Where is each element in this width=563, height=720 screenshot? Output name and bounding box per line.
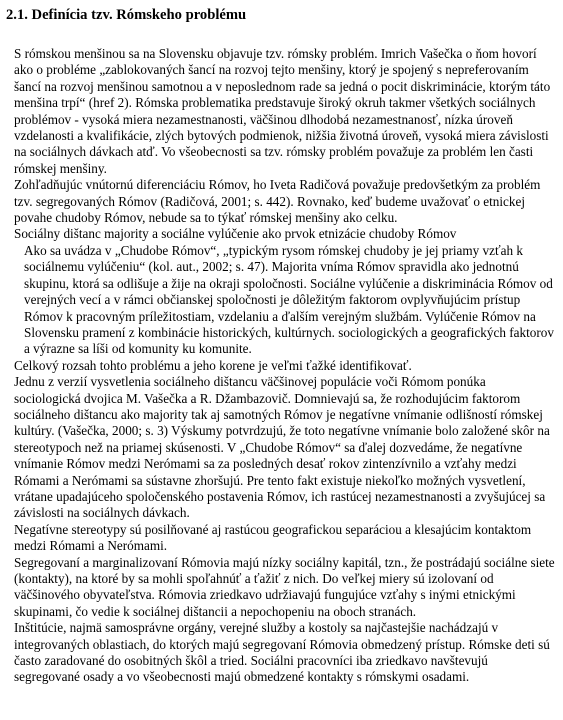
document-body bbox=[5, 46, 557, 686]
section-heading: 2.1. Definícia tzv. Rómskeho problému bbox=[6, 7, 247, 23]
paragraph: Segregovaní a marginalizovaní Rómovia majú nízky sociálny kapitál, tzn., že postrádajú sociálne siete (kontakty), na ktoré by sa mohli spoľahnúť a ťažiť z nich. Do veľkej miery sú izolovaní od väčšinového obyvateľstva. Rómovia zriedkavo udržiavajú fungujúce vzťahy s inými etnickými skupinami, čo vedie k sociálnej dištancii a nepochopeniu na oboch stranách. bbox=[14, 554, 555, 619]
paragraph: Inštitúcie, najmä samosprávne orgány, verejné služby a kostoly sa najčastejšie nachádzajú v integrovaných oblastiach, do ktorých majú segregovaní Rómovia obmedzený prístup. Rómske deti sú často zaradované do osobitných škôl a tried. Sociálni pracovníci iba zriedkavo navštevujú segregované osady a vo všeobecnosti majú obmedzené kontakty s rómskymi osadami. bbox=[14, 620, 550, 685]
paragraph: Celkový rozsah tohto problému a jeho korene je veľmi ťažké identifikovať. bbox=[14, 357, 412, 373]
paragraph: Jednu z verzií vysvetlenia sociálneho dištancu väčšinovej populácie voči Rómom ponúka sociologická dvojica M. Vašečka a R. Džambazovič. Domnievajú sa, že rozhodujúcim faktorom sociálneho dištancu ako majority tak aj samotných Rómov je negatívne vnímanie odlišností rómskej kultúry. (Vašečka, 2000; s. 3) Výskumy potvrdzujú, že toto negatívne vnímanie bolo založené skôr na stereotypoch než na priamej skúsenosti. V „Chudobe Rómov“ sa ďalej dozvedáme, že negatívne vnímanie Rómov medzi Nerómami sa za posledných desať rokov zintenzívnilo a vzťahy medzi Rómami a Nerómami sa sústavne zhoršujú. Pre tento fakt existuje niekoľko možných vysvetlení, vrátane upadajúceho spoločenského postavenia Rómov, ich rastúcej nezamestnanosti a zvyšujúcej sa závislosti na sociálnych dávkach. bbox=[14, 374, 550, 521]
paragraph: Zohľadňujúc vnútornú diferenciáciu Rómov, ho Iveta Radičová považuje predovšetkým za problém tzv. segregovaných Rómov (Radičová, 2001; s. 442). Rovnako, keď budeme uvažovať o etnickej povahe chudoby Rómov, nebude sa to týkať rómskej menšiny ako celku. bbox=[14, 177, 541, 226]
paragraph: Ako sa uvádza v „Chudobe Rómov“, „typickým rysom rómskej chudoby je jej priamy vzťah k sociálnemu vylúčeniu“ (kol. aut., 2002; s. 47). Majorita vníma Rómov spravidla ako jednotnú skupinu, ktorá sa odlišuje a žije na okraji spoločnosti. Sociálne vylúčenie a diskriminácia Rómov od verejných vecí a v rámci občianskej spoločnosti je dôležitým faktorom ovplyvňujúcim prístup Rómov k pracovným príležitostiam, vzdelaniu a ďalším verejným službám. Vylúčenie Rómov na Slovensku pramení z kombinácie historických, kultúrnych. sociologických a geografických faktorov a výrazne sa líši od komunity ku komunite. bbox=[24, 242, 554, 357]
paragraph: Negatívne stereotypy sú posilňované aj rastúcou geografickou separáciou a klesajúcim kontaktom medzi Rómami a Nerómami. bbox=[14, 521, 532, 554]
paragraph: S rómskou menšinou sa na Slovensku objavuje tzv. rómsky problém. Imrich Vašečka o ňom hovorí ako o probléme „zablokovaných šancí na rozvoj tejto menšiny, ktorý je spojený s nepreferovaním šancí na rozvoj menšinou samotnou a v neposlednom rade sa jedná o pocit diskriminácie, ktorým táto menšina trpí“ (href 2). Rómska problematika predstavuje široký okruh takmer všetkých sociálnych problémov - vysoká miera nezamestnanosti, väčšinou dlhodobá nezamestnanosť, nízka úroveň vzdelanosti a kvalifikácie, zlých bytových podmienok, nižšia životná úroveň, vysoká miera závislosti na sociálnych dávkach atď. Vo všeobecnosti sa tzv. rómsky problém považuje za problém len časti rómskej menšiny. bbox=[14, 46, 551, 176]
paragraph: Sociálny dištanc majority a sociálne vylúčenie ako prvok etnizácie chudoby Rómov bbox=[14, 226, 457, 242]
